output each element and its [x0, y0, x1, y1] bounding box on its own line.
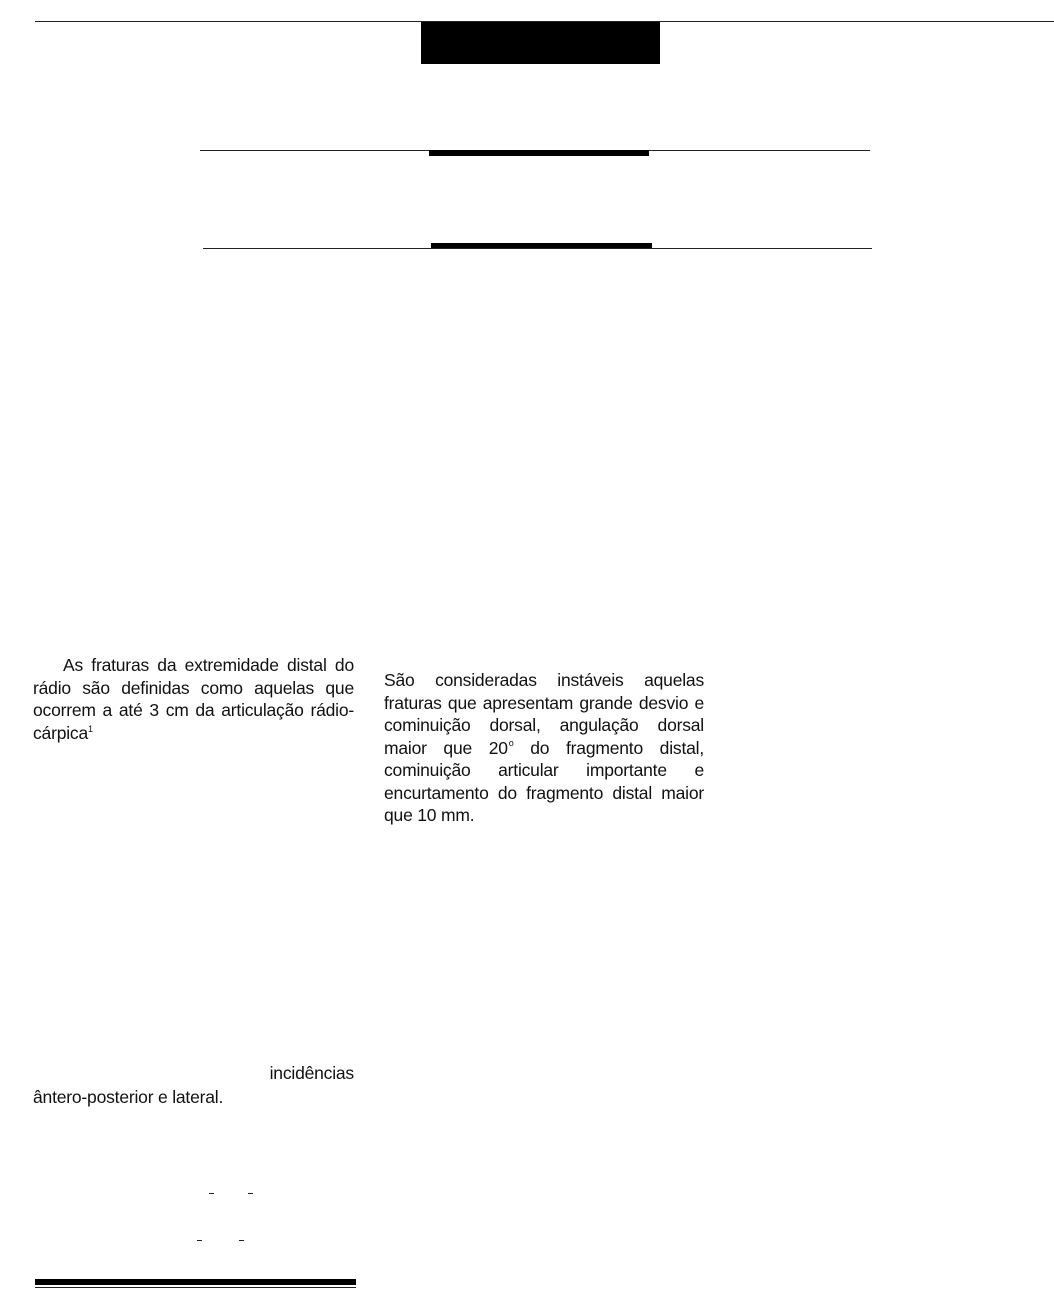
fragment-antero-posterior: [33, 1086, 354, 1109]
footer-rule-thick: [35, 1279, 356, 1285]
tick-mark: [197, 1240, 202, 1241]
tick-mark: [239, 1240, 244, 1241]
fragment-incidencias-text: incidências: [269, 1063, 354, 1083]
left-column-intro: [33, 654, 354, 744]
instability-text-1: São consideradas instáveis aquelas fraturas que apresentam grande desvio e cominuição dorsal, angulação dorsal maior que 20: [384, 670, 704, 758]
degree-mark: o: [508, 737, 514, 748]
tick-mark: [209, 1193, 214, 1194]
instability-paragraph: [384, 669, 704, 827]
title-rule-bottom-thin: [203, 248, 872, 249]
title-rule-top-thick: [429, 150, 649, 156]
intro-paragraph: [33, 654, 354, 744]
footer-rule-thin: [35, 1287, 356, 1288]
fragment-incidencias: [33, 1062, 354, 1085]
instability-text-2: do fragmento distal, cominuição articular importante e encurtamento do fragmento distal maior que 10 mm.: [384, 737, 704, 825]
fragment-antero-posterior-text: ântero-posterior e lateral.: [33, 1087, 224, 1107]
middle-column: [384, 669, 704, 827]
header-black-block: [421, 22, 660, 64]
tick-mark: [248, 1193, 253, 1194]
reference-superscript: 1: [88, 723, 93, 734]
intro-paragraph-text: As fraturas da extremidade distal do rádio são definidas como aquelas que ocorrem a até 3 cm da articulação rádio-cárpica: [33, 655, 354, 743]
